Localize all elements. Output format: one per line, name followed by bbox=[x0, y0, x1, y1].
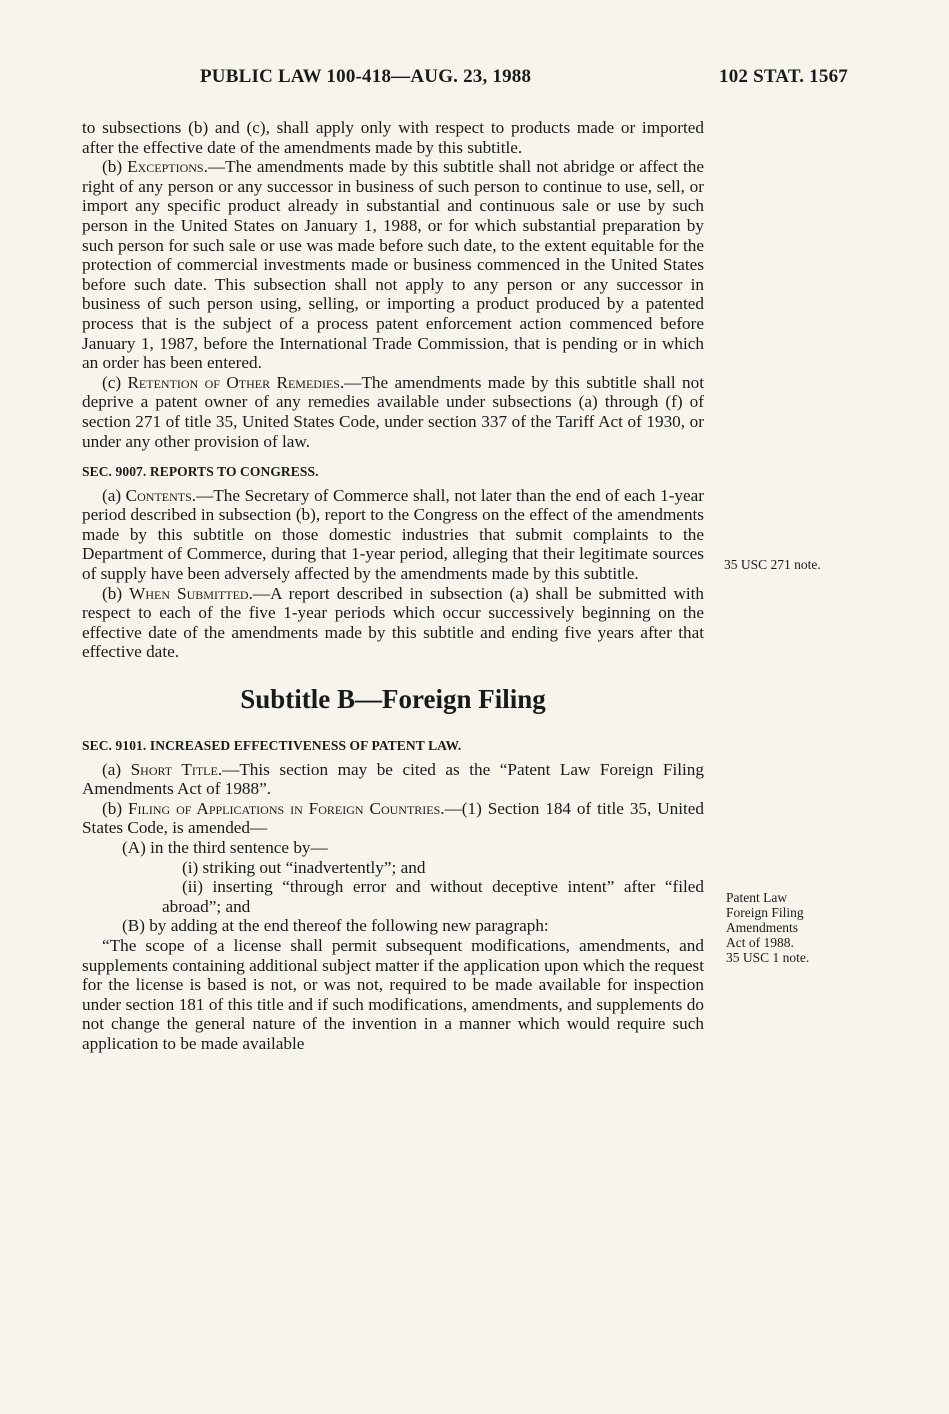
subtitle-heading: Subtitle B—Foreign Filing bbox=[240, 684, 546, 715]
clause-i: (i) striking out “inadvertently”; and bbox=[182, 857, 426, 877]
clause-a: (A) in the third sentence by— bbox=[122, 838, 328, 857]
margin-note-271: 35 USC 271 note. bbox=[724, 557, 821, 572]
paragraph-continuation: to subsections (b) and (c), shall apply only with respect to products made or imported after the effective date of the amendments made by this subtitle. bbox=[82, 118, 704, 157]
section-9007-title: SEC. 9007. REPORTS TO CONGRESS. bbox=[82, 464, 319, 480]
section-heading: Retention of Other Remedies. bbox=[127, 372, 345, 392]
quoted-paragraph: “The scope of a license shall permit subsequent modifications, amendments, and supplements containing additional subject matter if the application upon which the request for the license is based is not, or was not, required to be made available for inspection under section 181 of this title and if such modifications, amendments, and supplements do not change the general nature of the invention in a manner which would require such application to be made available bbox=[82, 935, 704, 1053]
section-heading: Exceptions. bbox=[127, 157, 208, 177]
clause-b: (B) by adding at the end thereof the following new paragraph: bbox=[122, 916, 549, 936]
statute-page-number: 102 STAT. 1567 bbox=[719, 66, 848, 87]
section-9101-title: SEC. 9101. INCREASED EFFECTIVENESS OF PATENT LAW. bbox=[82, 738, 462, 754]
page-header bbox=[82, 66, 848, 94]
paragraph-exceptions: (b) Exceptions.—The amendments made by this subtitle shall not abridge or affect the right of any person or any successor in business of such person to continue to use, sell, or import any specific product already in substantial and continuous sale or use by such person in the United States on January 1, 1988, or for which substantial preparation by such person for such sale or use was made before such date, to the extent equitable for the protection of commercial investments made or business commenced in the United States before such date. This subsection shall not apply to any person or any successor in business of such person using, selling, or importing a product produced by a patented process that is the subject of a process patent enforcement action commenced before January 1, 1987, before the International Trade Commission, that is pending or in which an order has been entered. bbox=[82, 157, 704, 373]
clause-ii: (ii) inserting “through error and without deceptive intent” after “filed abroad”; and bbox=[162, 877, 704, 916]
main-text-column bbox=[82, 118, 704, 1054]
paragraph-contents: (a) Contents.—The Secretary of Commerce shall, not later than the end of each 1-year period described in subsection (b), report to the Congress on the effect of the amendments made by this subtitle on those domestic industries that submit complaints to the Department of Commerce, during that 1-year period, alleging that their legitimate sources of supply have been adversely affected by the amendments made by this subtitle. bbox=[82, 485, 705, 584]
section-heading: When Submitted. bbox=[129, 583, 253, 603]
section-heading: Filing of Applications in Foreign Countries. bbox=[127, 798, 445, 818]
margin-note-patent-law: Patent Law Foreign Filing Amendments Act of 1988. 35 USC 1 note. bbox=[726, 890, 810, 965]
law-citation: PUBLIC LAW 100-418—AUG. 23, 1988 bbox=[200, 66, 532, 87]
section-heading: Contents. bbox=[125, 485, 197, 505]
paragraph-foreign-filing: (b) Filing of Applications in Foreign Countries.—(1) Section 184 of title 35, United States Code, is amended— bbox=[82, 798, 704, 838]
paragraph-when-submitted: (b) When Submitted.—A report described in subsection (a) shall be submitted with respect to each of the five 1-year periods which occur successively beginning on the effective date of the amendments made by this subtitle and ending five years after that effective date. bbox=[82, 583, 705, 662]
paragraph-short-title: (a) Short Title.—This section may be cited as the “Patent Law Foreign Filing Amendments Act of 1988”. bbox=[82, 759, 704, 799]
section-heading: Short Title. bbox=[130, 759, 223, 779]
paragraph-other-remedies: (c) Retention of Other Remedies.—The amendments made by this subtitle shall not deprive a patent owner of any remedies available under subsections (a) through (f) of section 271 of title 35, United States Code, under section 337 of the Tariff Act of 1930, or under any other provision of law. bbox=[82, 372, 704, 451]
